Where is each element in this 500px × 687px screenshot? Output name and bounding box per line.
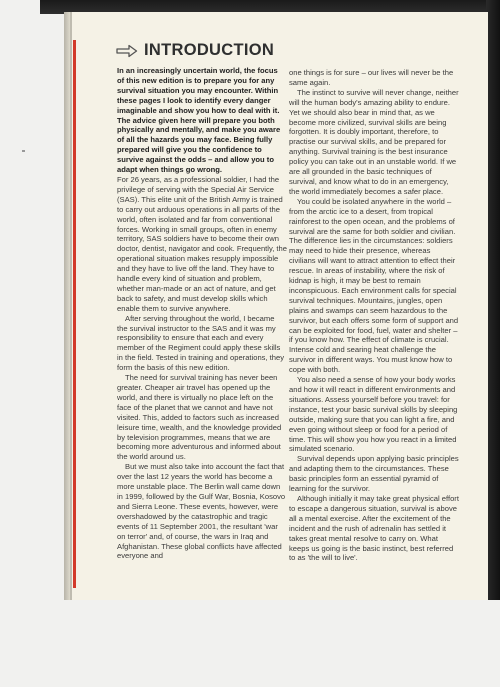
body-paragraph: You also need a sense of how your body works and how it will react in different environments and situations. Assess yourself before you travel: for instance, test your basic survival skills by sleeping outside, making sure that you can light a fire, and even going without sleep or food for a period of time. This will show you how you react in a limited simulated scenario. bbox=[289, 375, 458, 454]
left-column bbox=[117, 66, 287, 561]
body-paragraph: You could be isolated anywhere in the world – from the arctic ice to a desert, from tropical rainforest to the open ocean, and the problems of survival are the same for both soldier and civilian. The difference lies in the circumstances: soldiers may need to hide their presence, whereas civilians will want to attract attention to effect their rescue. In areas of instability, where the risk of kidnap is high, it may be best to remain inconspicuous. Each environment calls for special survival techniques. Mountains, jungles, open plains and swamps can seem hazardous to the survivor, but each offers some form of support and can be exploited for food, fuel, water and shelter – if you know how. The effect of climate is crucial. Intense cold and searing heat challenge the survivor in different ways. You must know how to cope with both. bbox=[289, 196, 459, 375]
body-paragraph: one things is for sure – our lives will never be the same again. bbox=[289, 68, 454, 87]
lead-paragraph: In an increasingly uncertain world, the focus of this new edition is to prepare you for any survival situation you may encounter. Within these pages I look to identify every danger imaginable and show you how to deal with it. The advice given here will prepare you both physically and mentally, and make you aware of all the hazards you may face. Being fully prepared will give you the confidence to survive against the odds – and allow you to adapt when things go wrong. bbox=[117, 66, 281, 175]
section-heading bbox=[116, 41, 274, 60]
body-paragraph: But we must also take into account the fact that over the last 12 years the world has become a more unstable place. The Berlin wall came down in 1999, followed by the Gulf War, Bosnia, Kosovo and Sierra Leone. These events, however, were overshadowed by the catastrophic and tragic events of 11 September 2001, the resultant 'war on terror' and, of course, the wars in Iraq and Afghanistan. These global conflicts have affected everyone and bbox=[117, 462, 286, 561]
body-paragraph: For 26 years, as a professional soldier, I had the privilege of serving with the Special Air Service (SAS). This elite unit of the British Army is trained to carry out arduous operations in all parts of the world, often isolated and far from conventional forces. Working in small groups, often in enemy territory, SAS soldiers have to become their own doctor, dentist, navigator and cook. Frequently, the operational situation makes resupply impossible and they have to live off the land. They have to handle every kind of situation and problem, whether man-made or an act of nature, and get back to safety, and must develop skills which enable them to survive anywhere. bbox=[117, 174, 287, 313]
body-paragraph: Survival depends upon applying basic principles and adapting them to the circumstances. These basic principles form an essential pyramid of learning for the survivor. bbox=[289, 454, 459, 494]
page-title: INTRODUCTION bbox=[144, 41, 275, 59]
body-paragraph: After serving throughout the world, I became the survival instructor to the SAS and it was my responsibility to ensure that each and every member of the Regiment could apply these skills in the field. Tested in training and operations, they form the basis of this new edition. bbox=[117, 313, 285, 373]
red-margin-rule bbox=[73, 40, 76, 588]
scan-speck bbox=[22, 150, 25, 152]
scan-shadow-right bbox=[486, 0, 500, 600]
body-paragraph: The instinct to survive will never change, neither will the human body's amazing ability to endure. Yet we should also bear in mind that, as we become more civilized, survival skills are being forgotten. It is doubly important, therefore, to practise our survival skills, and be prepared for anything. Survival training is the best insurance policy you can take out in an unstable world. If we are all grounded in the basic techniques of survival, and know what to do in an emergency, the world immediately becomes a safer place. bbox=[289, 87, 459, 196]
right-column bbox=[289, 68, 459, 563]
arrow-right-outline-icon bbox=[116, 44, 138, 58]
body-paragraph: Although initially it may take great physical effort to escape a dangerous situation, survival is above all a mental exercise. After the excitement of the incident and the rush of adrenalin has settled it takes great mental resolve to carry on. What keeps us going is the basic instinct, best referred to as 'the will to live'. bbox=[289, 493, 459, 563]
body-paragraph: The need for survival training has never been greater. Cheaper air travel has opened up the world, and there is virtually no place left on the face of the planet that we cannot and have not visited. This, added to factors such as increased leisure time, wealth, and the knowledge provided by television programmes, means that we are becoming more adventurous and informed about the world around us. bbox=[117, 373, 282, 462]
